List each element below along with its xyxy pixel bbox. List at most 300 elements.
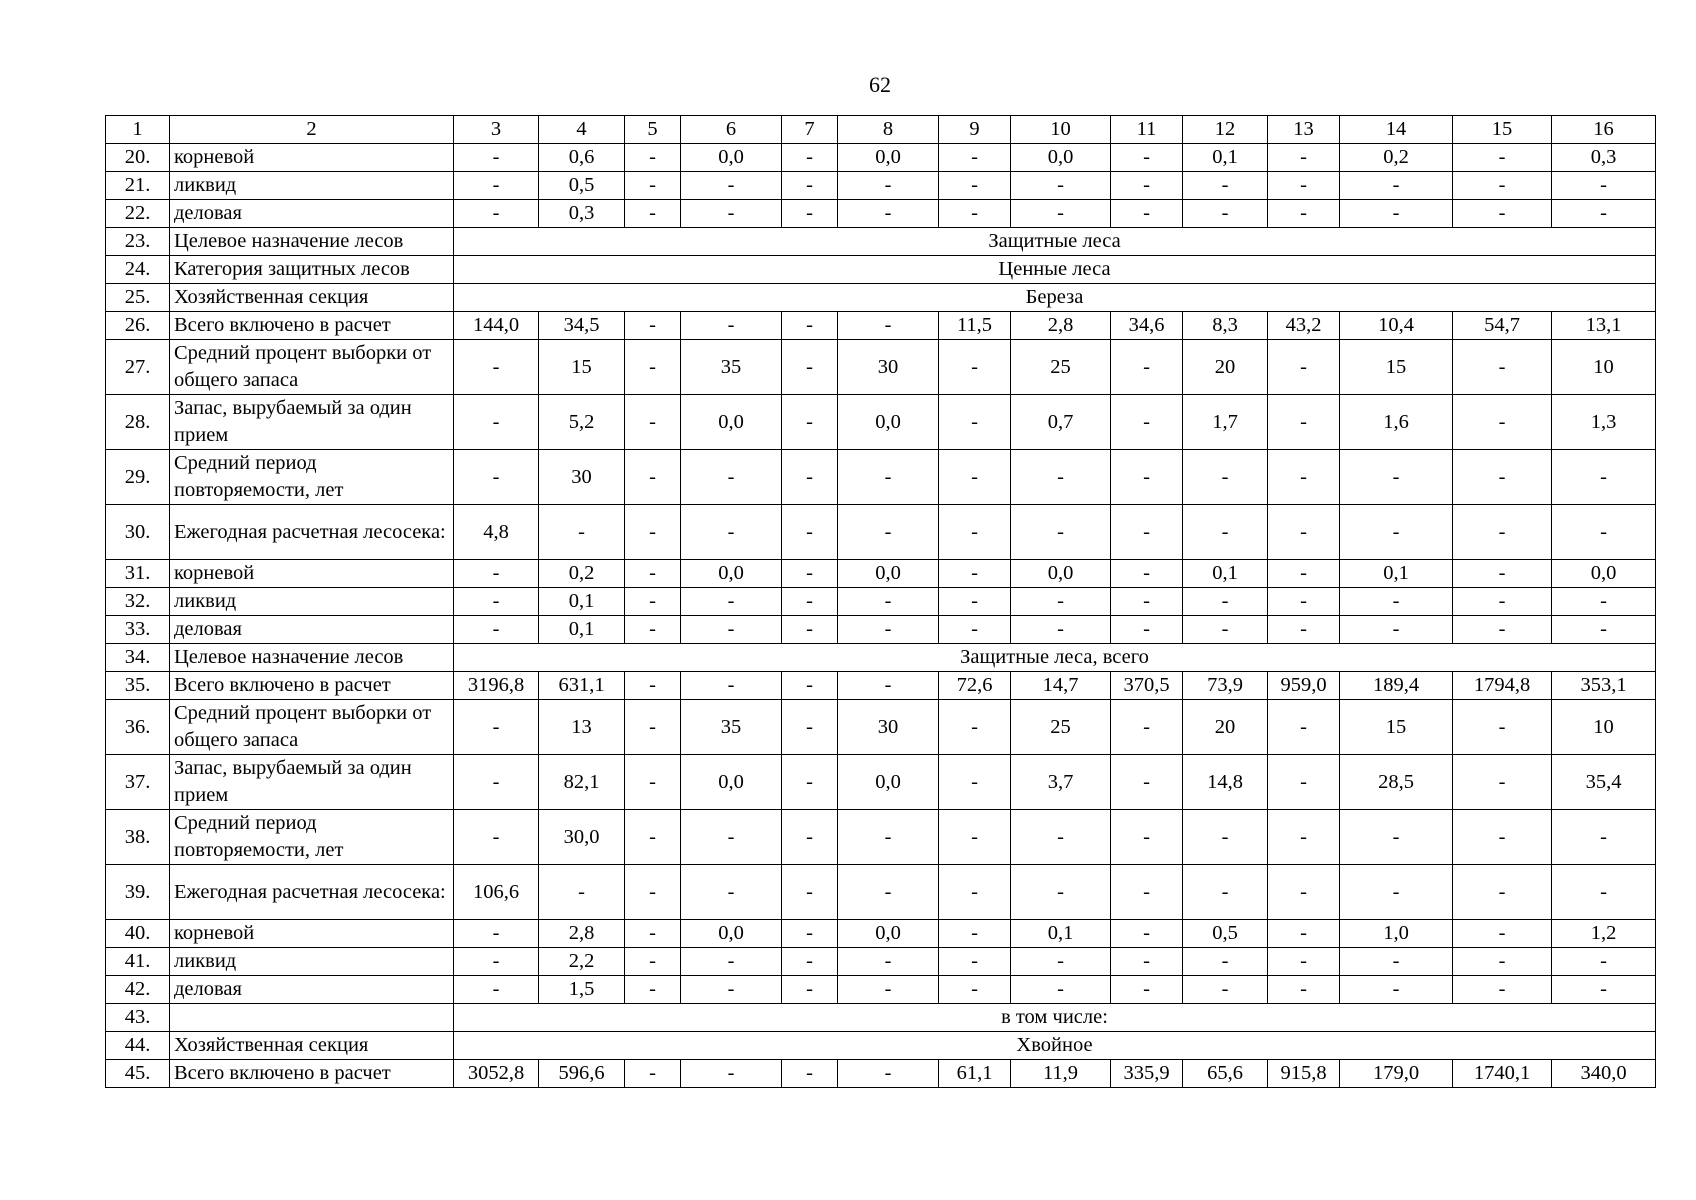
row-label: Средний процент выборки от общего запаса (170, 340, 454, 395)
value-cell: - (681, 505, 782, 560)
value-cell: - (1011, 616, 1111, 644)
value-cell: 144,0 (454, 312, 539, 340)
value-cell: - (838, 672, 939, 700)
value-cell: - (939, 810, 1011, 865)
value-cell: - (1011, 450, 1111, 505)
value-cell: 34,5 (539, 312, 625, 340)
column-header: 5 (625, 116, 681, 144)
value-cell: 20 (1183, 700, 1268, 755)
value-cell: - (625, 865, 681, 920)
value-cell: - (939, 616, 1011, 644)
row-label: Запас, вырубаемый за один прием (170, 755, 454, 810)
value-cell: - (1552, 200, 1656, 228)
table-row (106, 755, 1656, 810)
row-label: Целевое назначение лесов (170, 644, 454, 672)
value-cell: - (1552, 948, 1656, 976)
value-cell: - (1340, 865, 1453, 920)
value-cell: - (1011, 172, 1111, 200)
value-cell: 2,8 (1011, 312, 1111, 340)
table-row (106, 1032, 1656, 1060)
value-cell: - (1268, 144, 1340, 172)
value-cell: - (782, 920, 838, 948)
value-cell: - (1111, 395, 1183, 450)
value-cell: 0,0 (838, 755, 939, 810)
value-cell: 0,0 (681, 144, 782, 172)
value-cell: - (1111, 172, 1183, 200)
value-cell: - (939, 560, 1011, 588)
value-cell: 2,8 (539, 920, 625, 948)
forest-table (105, 115, 1656, 1088)
value-cell: 34,6 (1111, 312, 1183, 340)
value-cell: 0,0 (838, 560, 939, 588)
value-cell: - (1268, 865, 1340, 920)
value-cell: - (539, 505, 625, 560)
value-cell: - (838, 616, 939, 644)
value-cell: - (1453, 560, 1552, 588)
value-cell: - (681, 172, 782, 200)
value-cell: 0,0 (1011, 560, 1111, 588)
row-label: Целевое назначение лесов (170, 228, 454, 256)
value-cell: 61,1 (939, 1060, 1011, 1088)
value-cell: - (1183, 505, 1268, 560)
value-cell: 0,0 (1552, 560, 1656, 588)
value-cell: - (1340, 616, 1453, 644)
row-number: 37. (106, 755, 170, 810)
value-cell: - (681, 450, 782, 505)
value-cell: - (1453, 588, 1552, 616)
row-number: 38. (106, 810, 170, 865)
value-cell: 65,6 (1183, 1060, 1268, 1088)
section-label: Защитные леса, всего (454, 644, 1656, 672)
value-cell: - (1453, 172, 1552, 200)
value-cell: - (782, 588, 838, 616)
row-label: Запас, вырубаемый за один прием (170, 395, 454, 450)
value-cell: - (1111, 948, 1183, 976)
value-cell: - (1268, 200, 1340, 228)
value-cell: - (1268, 588, 1340, 616)
value-cell: - (1453, 616, 1552, 644)
value-cell: - (1111, 920, 1183, 948)
column-header: 2 (170, 116, 454, 144)
value-cell: - (625, 672, 681, 700)
row-number: 34. (106, 644, 170, 672)
value-cell: - (782, 1060, 838, 1088)
value-cell: - (838, 810, 939, 865)
value-cell: 14,7 (1011, 672, 1111, 700)
table-row (106, 588, 1656, 616)
row-label: Ежегодная расчетная лесосека: (170, 505, 454, 560)
value-cell: 54,7 (1453, 312, 1552, 340)
value-cell: 13 (539, 700, 625, 755)
value-cell: - (1268, 395, 1340, 450)
value-cell: - (1268, 920, 1340, 948)
row-number: 41. (106, 948, 170, 976)
value-cell: - (681, 810, 782, 865)
table-row (106, 948, 1656, 976)
row-label: корневой (170, 560, 454, 588)
value-cell: - (1111, 450, 1183, 505)
value-cell: - (1011, 505, 1111, 560)
value-cell: - (1453, 755, 1552, 810)
value-cell: 2,2 (539, 948, 625, 976)
value-cell: 1794,8 (1453, 672, 1552, 700)
value-cell: 0,2 (539, 560, 625, 588)
value-cell: - (1183, 200, 1268, 228)
value-cell: 1,2 (1552, 920, 1656, 948)
value-cell: - (1552, 588, 1656, 616)
value-cell: - (454, 450, 539, 505)
value-cell: - (1453, 395, 1552, 450)
value-cell: 15 (1340, 700, 1453, 755)
value-cell: - (625, 340, 681, 395)
value-cell: - (1011, 200, 1111, 228)
value-cell: - (625, 1060, 681, 1088)
column-header: 10 (1011, 116, 1111, 144)
value-cell: 35 (681, 340, 782, 395)
value-cell: - (625, 144, 681, 172)
value-cell: - (939, 948, 1011, 976)
value-cell: - (1340, 505, 1453, 560)
value-cell: - (1183, 616, 1268, 644)
value-cell: - (1453, 700, 1552, 755)
table-row (106, 616, 1656, 644)
value-cell: 1740,1 (1453, 1060, 1552, 1088)
value-cell: - (1111, 560, 1183, 588)
row-label: корневой (170, 144, 454, 172)
value-cell: - (1268, 810, 1340, 865)
value-cell: - (1111, 616, 1183, 644)
value-cell: - (1552, 616, 1656, 644)
row-label: ликвид (170, 172, 454, 200)
value-cell: - (939, 200, 1011, 228)
value-cell: - (838, 200, 939, 228)
value-cell: - (838, 312, 939, 340)
value-cell: 0,1 (1183, 560, 1268, 588)
value-cell: - (782, 976, 838, 1004)
value-cell: 959,0 (1268, 672, 1340, 700)
value-cell: - (939, 172, 1011, 200)
value-cell: 15 (1340, 340, 1453, 395)
value-cell: - (625, 312, 681, 340)
value-cell: - (1340, 588, 1453, 616)
value-cell: 10 (1552, 700, 1656, 755)
value-cell: - (939, 505, 1011, 560)
value-cell: - (782, 450, 838, 505)
value-cell: - (782, 616, 838, 644)
value-cell: - (1552, 450, 1656, 505)
value-cell: - (939, 755, 1011, 810)
value-cell: - (838, 1060, 939, 1088)
value-cell: - (1340, 172, 1453, 200)
section-label: в том числе: (454, 1004, 1656, 1032)
value-cell: - (454, 920, 539, 948)
value-cell: - (625, 505, 681, 560)
value-cell: - (1453, 340, 1552, 395)
value-cell: 340,0 (1552, 1060, 1656, 1088)
value-cell: - (681, 616, 782, 644)
value-cell: - (1453, 505, 1552, 560)
value-cell: 1,7 (1183, 395, 1268, 450)
row-label: корневой (170, 920, 454, 948)
value-cell: - (1340, 450, 1453, 505)
value-cell: - (1111, 865, 1183, 920)
value-cell: 1,6 (1340, 395, 1453, 450)
table-row (106, 1004, 1656, 1032)
row-label: Хозяйственная секция (170, 284, 454, 312)
row-number: 29. (106, 450, 170, 505)
value-cell: - (782, 505, 838, 560)
row-number: 42. (106, 976, 170, 1004)
column-header: 13 (1268, 116, 1340, 144)
value-cell: - (1453, 810, 1552, 865)
row-label: Всего включено в расчет (170, 1060, 454, 1088)
value-cell: 0,2 (1340, 144, 1453, 172)
value-cell: - (782, 672, 838, 700)
value-cell: 10 (1552, 340, 1656, 395)
column-header: 14 (1340, 116, 1453, 144)
value-cell: 35 (681, 700, 782, 755)
column-header: 1 (106, 116, 170, 144)
value-cell: - (625, 200, 681, 228)
value-cell: 3,7 (1011, 755, 1111, 810)
value-cell: 596,6 (539, 1060, 625, 1088)
row-number: 32. (106, 588, 170, 616)
table-row (106, 976, 1656, 1004)
row-number: 36. (106, 700, 170, 755)
row-number: 35. (106, 672, 170, 700)
value-cell: - (625, 700, 681, 755)
row-number: 22. (106, 200, 170, 228)
value-cell: - (1340, 976, 1453, 1004)
value-cell: - (838, 865, 939, 920)
value-cell: 0,0 (681, 920, 782, 948)
value-cell: 30 (838, 340, 939, 395)
value-cell: - (1453, 948, 1552, 976)
column-header: 3 (454, 116, 539, 144)
row-label: Средний период повторяемости, лет (170, 450, 454, 505)
section-label: Защитные леса (454, 228, 1656, 256)
row-label: деловая (170, 616, 454, 644)
value-cell: - (1453, 920, 1552, 948)
value-cell: 1,3 (1552, 395, 1656, 450)
value-cell: - (1183, 865, 1268, 920)
value-cell: - (625, 920, 681, 948)
value-cell: 106,6 (454, 865, 539, 920)
row-number: 43. (106, 1004, 170, 1032)
value-cell: 0,6 (539, 144, 625, 172)
value-cell: - (1111, 200, 1183, 228)
value-cell: - (625, 976, 681, 1004)
value-cell: - (625, 755, 681, 810)
column-header: 11 (1111, 116, 1183, 144)
value-cell: - (454, 200, 539, 228)
value-cell: - (939, 450, 1011, 505)
value-cell: - (1453, 144, 1552, 172)
row-label: Всего включено в расчет (170, 672, 454, 700)
value-cell: - (1183, 810, 1268, 865)
value-cell: - (454, 948, 539, 976)
row-number: 33. (106, 616, 170, 644)
value-cell: - (1340, 948, 1453, 976)
value-cell: - (1552, 865, 1656, 920)
value-cell: - (625, 395, 681, 450)
value-cell: - (1340, 810, 1453, 865)
value-cell: - (1111, 976, 1183, 1004)
value-cell: 189,4 (1340, 672, 1453, 700)
table-row (106, 810, 1656, 865)
value-cell: - (939, 920, 1011, 948)
value-cell: 14,8 (1183, 755, 1268, 810)
section-label: Береза (454, 284, 1656, 312)
row-label: Средний период повторяемости, лет (170, 810, 454, 865)
value-cell: - (1183, 588, 1268, 616)
row-number: 26. (106, 312, 170, 340)
value-cell: - (782, 172, 838, 200)
value-cell: - (939, 340, 1011, 395)
table-row (106, 144, 1656, 172)
row-number: 45. (106, 1060, 170, 1088)
value-cell: 0,3 (539, 200, 625, 228)
value-cell: 30 (539, 450, 625, 505)
row-label: Ежегодная расчетная лесосека: (170, 865, 454, 920)
value-cell: - (1268, 976, 1340, 1004)
value-cell: - (1268, 172, 1340, 200)
value-cell: 0,0 (1011, 144, 1111, 172)
value-cell: 11,5 (939, 312, 1011, 340)
table-row (106, 172, 1656, 200)
value-cell: 73,9 (1183, 672, 1268, 700)
value-cell: 3196,8 (454, 672, 539, 700)
row-number: 24. (106, 256, 170, 284)
value-cell: 25 (1011, 700, 1111, 755)
section-label: Ценные леса (454, 256, 1656, 284)
value-cell: 0,0 (838, 920, 939, 948)
row-label: Категория защитных лесов (170, 256, 454, 284)
value-cell: - (1011, 588, 1111, 616)
value-cell: - (1268, 340, 1340, 395)
value-cell: - (625, 810, 681, 865)
value-cell: - (939, 865, 1011, 920)
value-cell: - (782, 755, 838, 810)
value-cell: 15 (539, 340, 625, 395)
value-cell: 8,3 (1183, 312, 1268, 340)
column-header: 8 (838, 116, 939, 144)
value-cell: - (1453, 976, 1552, 1004)
value-cell: - (838, 450, 939, 505)
row-label: ликвид (170, 948, 454, 976)
value-cell: - (1453, 865, 1552, 920)
value-cell: - (681, 672, 782, 700)
row-number: 27. (106, 340, 170, 395)
value-cell: - (1111, 810, 1183, 865)
value-cell: - (1111, 144, 1183, 172)
value-cell: - (454, 700, 539, 755)
value-cell: - (625, 588, 681, 616)
column-header: 15 (1453, 116, 1552, 144)
value-cell: - (782, 340, 838, 395)
value-cell: - (1011, 865, 1111, 920)
value-cell: 25 (1011, 340, 1111, 395)
value-cell: 30 (838, 700, 939, 755)
value-cell: - (1268, 616, 1340, 644)
table-row (106, 560, 1656, 588)
value-cell: - (1340, 200, 1453, 228)
value-cell: 0,0 (681, 755, 782, 810)
value-cell: 72,6 (939, 672, 1011, 700)
value-cell: - (454, 395, 539, 450)
value-cell: 0,1 (1183, 144, 1268, 172)
value-cell: - (625, 172, 681, 200)
value-cell: 0,5 (1183, 920, 1268, 948)
table-row (106, 672, 1656, 700)
row-number: 30. (106, 505, 170, 560)
value-cell: 370,5 (1111, 672, 1183, 700)
value-cell: 0,0 (838, 395, 939, 450)
table-row (106, 395, 1656, 450)
row-number: 44. (106, 1032, 170, 1060)
value-cell: - (939, 144, 1011, 172)
table-row (106, 256, 1656, 284)
column-header: 9 (939, 116, 1011, 144)
value-cell: 0,0 (681, 395, 782, 450)
value-cell: - (939, 588, 1011, 616)
value-cell: 335,9 (1111, 1060, 1183, 1088)
value-cell: - (1183, 948, 1268, 976)
value-cell: 1,0 (1340, 920, 1453, 948)
value-cell: - (939, 700, 1011, 755)
value-cell: - (454, 976, 539, 1004)
value-cell: 43,2 (1268, 312, 1340, 340)
section-label: Хвойное (454, 1032, 1656, 1060)
value-cell: - (782, 560, 838, 588)
value-cell: - (681, 948, 782, 976)
table-row (106, 450, 1656, 505)
value-cell: 0,1 (1340, 560, 1453, 588)
value-cell: - (1552, 976, 1656, 1004)
value-cell: 1,5 (539, 976, 625, 1004)
value-cell: - (1453, 200, 1552, 228)
value-cell: - (1552, 172, 1656, 200)
value-cell: - (1183, 450, 1268, 505)
value-cell: - (1011, 810, 1111, 865)
value-cell: 82,1 (539, 755, 625, 810)
value-cell: - (1183, 172, 1268, 200)
value-cell: - (1268, 505, 1340, 560)
value-cell: - (1268, 700, 1340, 755)
value-cell: - (681, 312, 782, 340)
value-cell: - (1111, 340, 1183, 395)
value-cell: - (939, 976, 1011, 1004)
value-cell: 3052,8 (454, 1060, 539, 1088)
table-row (106, 505, 1656, 560)
row-number: 20. (106, 144, 170, 172)
row-label: Средний процент выборки от общего запаса (170, 700, 454, 755)
value-cell: - (838, 588, 939, 616)
value-cell: 179,0 (1340, 1060, 1453, 1088)
header-row (106, 116, 1656, 144)
row-label: ликвид (170, 588, 454, 616)
value-cell: - (838, 948, 939, 976)
value-cell: - (782, 312, 838, 340)
row-label: деловая (170, 976, 454, 1004)
value-cell: - (681, 1060, 782, 1088)
table-row (106, 312, 1656, 340)
value-cell: - (681, 865, 782, 920)
value-cell: - (1111, 588, 1183, 616)
value-cell: 5,2 (539, 395, 625, 450)
row-number: 40. (106, 920, 170, 948)
value-cell: - (1111, 755, 1183, 810)
